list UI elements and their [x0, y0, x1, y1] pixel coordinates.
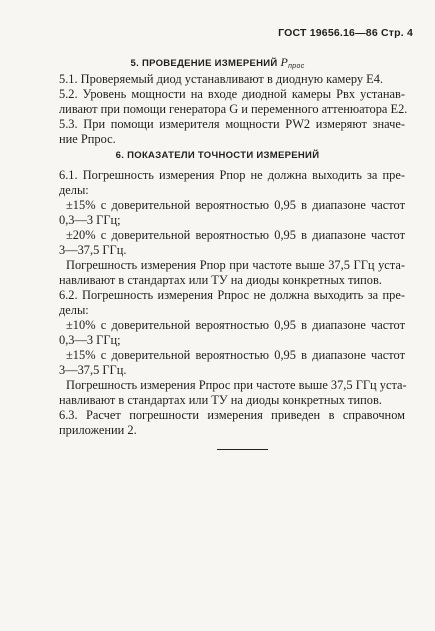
paragraph-6-3: 6.3. Расчет погрешности измерения приведен в справочном [59, 408, 405, 422]
paragraph-6-3-cont: приложении 2. [59, 423, 137, 437]
tolerance-line: ±15% с доверительной вероятностью 0,95 в диапазоне частот [66, 198, 405, 212]
page-header: ГОСТ 19656.16—86 Стр. 4 [278, 27, 413, 39]
paragraph-6-1: 6.1. Погрешность измерения Pпор не должна выходить за пре- [59, 168, 405, 182]
end-rule [217, 449, 268, 450]
section-6-title: 6. ПОКАЗАТЕЛИ ТОЧНОСТИ ИЗМЕРЕНИЙ [115, 150, 320, 161]
paragraph-error-note: Погрешность измерения Pпрос при частоте выше 37,5 ГГц уста- [66, 378, 407, 392]
paragraph-5-3-cont: ние Pпрос. [59, 132, 116, 146]
tolerance-line: ±15% с доверительной вероятностью 0,95 в диапазоне частот [66, 348, 405, 362]
frequency-range: 0,3—3 ГГц; [59, 213, 121, 227]
paragraph-6-2: 6.2. Погрешность измерения Pпрос не должна выходить за пре- [59, 288, 405, 302]
paragraph-5-1: 5.1. Проверяемый диод устанавливают в диодную камеру E4. [59, 72, 384, 86]
section-5-title: 5. ПРОВЕДЕНИЕ ИЗМЕРЕНИЙ $P_{прос}$ [130, 55, 305, 70]
paragraph-5-2: 5.2. Уровень мощности на входе диодной камеры Pвх устанав- [59, 87, 405, 101]
frequency-range: 0,3—3 ГГц; [59, 333, 121, 347]
paragraph-6-2-cont: делы: [59, 303, 89, 317]
tolerance-line: ±10% с доверительной вероятностью 0,95 в диапазоне частот [66, 318, 405, 332]
paragraph-error-note: Погрешность измерения Pпор при частоте выше 37,5 ГГц уста- [66, 258, 405, 272]
paragraph-5-2-cont: ливают при помощи генератора G и переменного аттенюатора E2. [59, 102, 408, 116]
frequency-range: 3—37,5 ГГц. [59, 243, 127, 257]
paragraph-error-note-cont: навливают в стандартах или ТУ на диоды конкретных типов. [59, 273, 382, 287]
paragraph-error-note-cont: навливают в стандартах или ТУ на диоды конкретных типов. [59, 393, 382, 407]
paragraph-6-1-cont: делы: [59, 183, 89, 197]
paragraph-5-3: 5.3. При помощи измерителя мощности PW2 измеряют значе- [59, 117, 405, 131]
frequency-range: 3—37,5 ГГц. [59, 363, 127, 377]
tolerance-line: ±20% с доверительной вероятностью 0,95 в диапазоне частот [66, 228, 405, 242]
